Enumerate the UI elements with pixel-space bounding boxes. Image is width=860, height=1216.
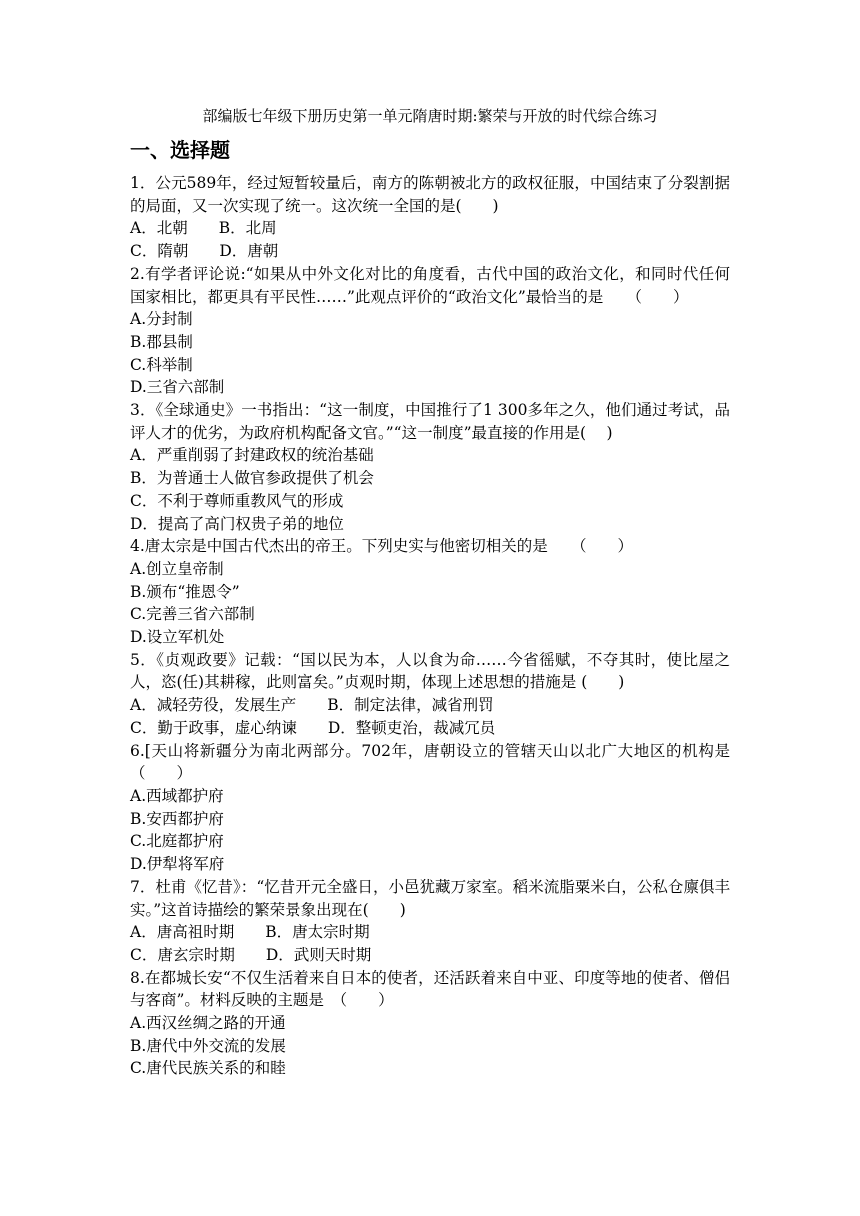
answer-option: C．不利于尊师重教风气的形成 bbox=[130, 491, 344, 510]
answer-option: B.郡县制 bbox=[130, 332, 193, 351]
answer-option: A.西汉丝绸之路的开通 bbox=[130, 1014, 286, 1033]
question-text: 6.[天山将新疆分为南北两部分。702年，唐朝设立的管辖天山以北广大地区的机构是 （ ） bbox=[130, 741, 762, 783]
answer-option: B．为普通士人做官参政提供了机会 bbox=[130, 469, 374, 488]
answer-option: A．严重削弱了封建政权的统治基础 bbox=[130, 446, 374, 465]
answer-option: A．北朝 B．北周 bbox=[130, 219, 277, 238]
answer-option: C.科举制 bbox=[130, 355, 193, 374]
question-text: 4.唐太宗是中国古代杰出的帝王。下列史实与他密切相关的是 （ ） bbox=[130, 537, 634, 556]
question-text: 3．《全球通史》一书指出：“这一制度，中国推行了1 300多年之久，他们通过考试，品评人才的优劣，为政府机构配备文官。”“这一制度”最直接的作用是( ) bbox=[130, 401, 730, 442]
question-list bbox=[130, 172, 762, 1080]
section-heading: 一、选择题 bbox=[130, 138, 230, 162]
answer-option: D．提高了高门权贵子弟的地位 bbox=[130, 514, 344, 533]
answer-option: C.北庭都护府 bbox=[130, 832, 224, 851]
answer-option: C．唐玄宗时期 D．武则天时期 bbox=[130, 945, 372, 964]
answer-option: C．勤于政事，虚心纳谏 D．整顿吏治，裁减冗员 bbox=[130, 718, 496, 737]
answer-option: B.颁布“推恩令” bbox=[130, 582, 240, 601]
answer-option: C.完善三省六部制 bbox=[130, 605, 255, 624]
answer-option: A．唐高祖时期 B．唐太宗时期 bbox=[130, 923, 370, 942]
answer-option: D.伊犁将军府 bbox=[130, 855, 225, 874]
question-text: 1．公元589年，经过短暂较量后，南方的陈朝被北方的政权征服，中国结束了分裂割据的局面，又一次实现了统一。这次统一全国的是( ) bbox=[130, 174, 730, 215]
answer-option: D.设立军机处 bbox=[130, 628, 225, 647]
question-text: 5．《贞观政要》记载：“国以民为本，人以食为命……今省徭赋，不夺其时，使比屋之人，恣(任)其耕稼，此则富矣。”贞观时期，体现上述思想的措施是 ( ) bbox=[130, 650, 730, 692]
question-text: 2.有学者评论说:“如果从中外文化对比的角度看，古代中国的政治文化，和同时代任何国家相比，都更具有平民性……”此观点评价的“政治文化”最恰当的是 （ ） bbox=[130, 264, 730, 306]
question-text: 8.在都城长安“不仅生活着来自日本的使者，还活跃着来自中亚、印度等地的使者、僧侣与客商”。材料反映的主题是 （ ） bbox=[130, 968, 730, 1010]
answer-option: B.安西都护府 bbox=[130, 809, 224, 828]
answer-option: A．减轻劳役，发展生产 B．制定法律，减省刑罚 bbox=[130, 696, 494, 715]
question-text: 7．杜甫《忆昔》：“忆昔开元全盛日，小邑犹藏万家室。稻米流脂粟米白，公私仓廪俱丰实。”这首诗描绘的繁荣景象出现在( ) bbox=[130, 877, 730, 919]
answer-option: C.唐代民族关系的和睦 bbox=[130, 1059, 286, 1078]
answer-option: A.创立皇帝制 bbox=[130, 559, 224, 578]
answer-option: A.分封制 bbox=[130, 310, 193, 329]
answer-option: C．隋朝 D．唐朝 bbox=[130, 242, 279, 261]
answer-option: B.唐代中外交流的发展 bbox=[130, 1036, 286, 1055]
answer-option: A.西域都护府 bbox=[130, 786, 224, 805]
answer-option: D.三省六部制 bbox=[130, 378, 225, 397]
document-title: 部编版七年级下册历史第一单元隋唐时期:繁荣与开放的时代综合练习 bbox=[202, 107, 658, 125]
